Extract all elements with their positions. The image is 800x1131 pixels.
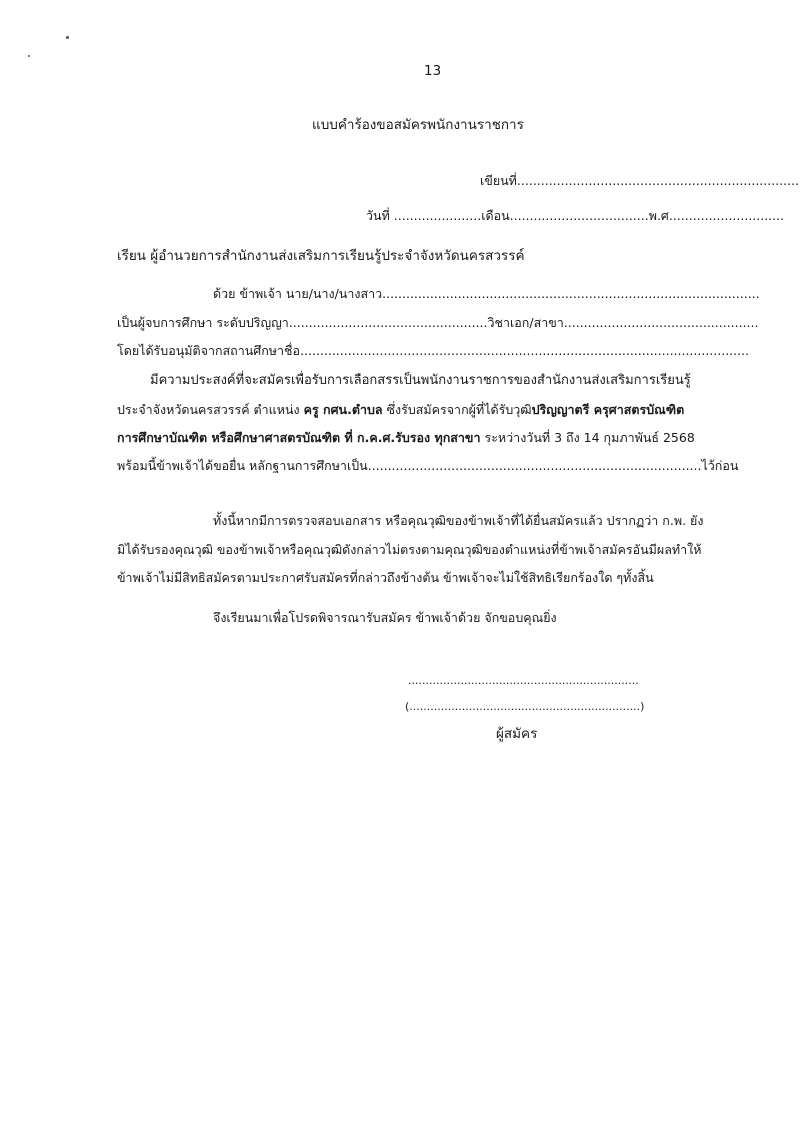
written-at-field[interactable]: เขียนที่....................................................................... bbox=[480, 173, 800, 188]
degree-requirement: ปริญญาตรี ครุศาสตรบัณฑิต bbox=[531, 402, 685, 417]
paragraph-2-line-3: ข้าพเจ้าไม่มีสิทธิสมัครตามประกาศรับสมัครที่กล่าวถึงข้างต้น ข้าพเจ้าจะไม่ใช้สิทธิเรียกร้องใด ๆทั้งสิ้น bbox=[117, 570, 654, 585]
degree-requirement-cont: การศึกษาบัณฑิต หรือศึกษาศาสตรบัณฑิต ที่ ก.ค.ศ.รับรอง ทุกสาขา bbox=[117, 430, 481, 445]
signature-line[interactable]: .................................................................. bbox=[408, 674, 639, 687]
salutation: เรียน ผู้อำนวยการสำนักงานส่งเสริมการเรียนรู้ประจำจังหวัดนครสวรรค์ bbox=[117, 248, 525, 264]
paragraph-2-line-1: ทั้งนี้หากมีการตรวจสอบเอกสาร หรือคุณวุฒิของข้าพเจ้าที่ได้ยื่นสมัครแล้ว ปรากฏว่า ก.พ. ยัง bbox=[213, 513, 704, 528]
form-title: แบบคำร้องขอสมัครพนักงานราชการ bbox=[312, 117, 524, 133]
position-name: ครู กศน.ตำบล bbox=[303, 402, 383, 417]
applicant-name-field[interactable]: ด้วย ข้าพเจ้า นาย/นาง/นางสาว............................................................................................... bbox=[213, 286, 760, 301]
degree-field[interactable]: เป็นผู้จบการศึกษา ระดับปริญญา..................................................วิชาเอก/สาขา................................................. bbox=[117, 315, 759, 330]
scan-speck bbox=[28, 55, 30, 57]
date-field[interactable]: วันที่ ......................เดือน...................................พ.ศ............................. bbox=[366, 208, 785, 223]
text: ซึ่งรับสมัครจากผู้ที่ได้รับวุฒิ bbox=[382, 402, 532, 417]
paragraph-1-line-2 bbox=[117, 401, 684, 419]
applicant-label: ผู้สมัคร bbox=[496, 726, 538, 742]
paragraph-2-line-2: มิได้รับรองคุณวุฒิ ของข้าพเจ้าหรือคุณวุฒิดังกล่าวไม่ตรงตามคุณวุฒิของตำแหน่งที่ข้าพเจ้าสมัครอันมีผลทำให้ bbox=[117, 542, 702, 557]
scan-speck bbox=[66, 36, 69, 39]
evidence-field[interactable]: พร้อมนี้ข้าพเจ้าได้ขอยื่น หลักฐานการศึกษาเป็น....................................................................................ไว้ก่อน bbox=[117, 458, 739, 473]
closing-text: จึงเรียนมาเพื่อโปรดพิจารณารับสมัคร ข้าพเจ้าด้วย จักขอบคุณยิ่ง bbox=[213, 610, 557, 625]
printed-name-field[interactable]: (..................................................................) bbox=[405, 700, 645, 713]
text: ประจำจังหวัดนครสวรรค์ ตำแหน่ง bbox=[117, 402, 304, 417]
paragraph-1-line-3 bbox=[117, 429, 695, 447]
paragraph-1-line-1: มีความประสงค์ที่จะสมัครเพื่อรับการเลือกสรรเป็นพนักงานราชการของสำนักงานส่งเสริมการเรียนรู้ bbox=[150, 373, 691, 388]
application-period: ระหว่างวันที่ 3 ถึง 14 กุมภาพันธ์ 2568 bbox=[480, 430, 695, 445]
institution-field[interactable]: โดยได้รับอนุมัติจากสถานศึกษาชื่อ................................................................................................................. bbox=[117, 343, 750, 358]
page-number: 13 bbox=[424, 63, 442, 79]
